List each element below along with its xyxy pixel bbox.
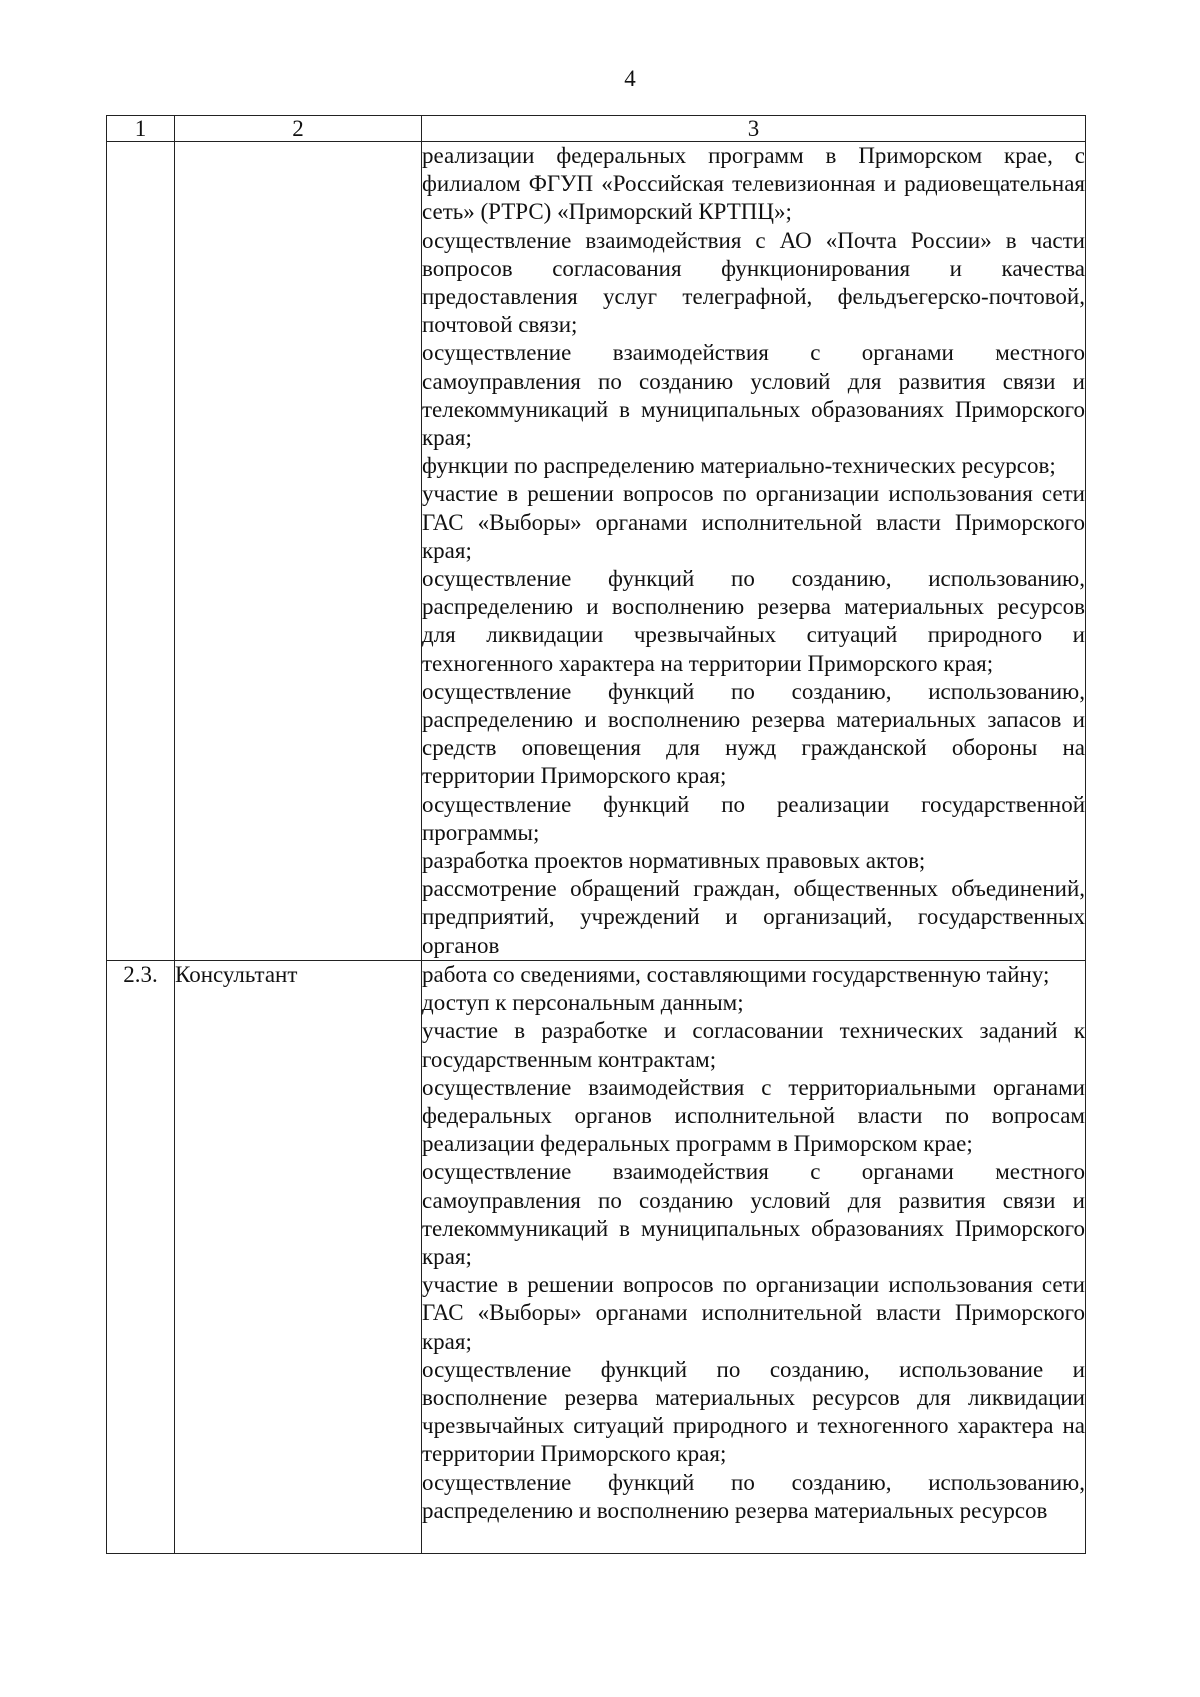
row-duties xyxy=(422,960,1086,1553)
row-position xyxy=(175,142,422,961)
duty-item: осуществление взаимодействия с территориальными органами федеральных органов исполнительной власти по вопросам реализации федеральных программ в Приморском крае; xyxy=(422,1074,1085,1157)
duties-table xyxy=(106,115,1086,1554)
duty-item: доступ к персональным данным; xyxy=(422,990,744,1016)
table-header-row xyxy=(107,116,1086,142)
duty-item: работа со сведениями, составляющими государственную тайну; xyxy=(422,961,1050,987)
duty-item: осуществление функций по реализации государственной программы; xyxy=(422,791,1085,845)
duty-item: участие в разработке и согласовании технических заданий к государственным контрактам; xyxy=(422,1018,1085,1072)
page-number: 4 xyxy=(624,66,636,91)
duty-item: осуществление функций по созданию, использованию, распределению и восполнению резерва материальных ресурсов для ликвидации чрезвычайных ситуаций природного и техногенного характера на территории Приморского края; xyxy=(422,566,1085,676)
header-col-3: 3 xyxy=(422,116,1086,142)
duty-item: рассмотрение обращений граждан, общественных объединений, предприятий, учреждений и организаций, государственных органов xyxy=(422,876,1085,958)
row-number: 2.3. xyxy=(107,960,175,1553)
row-duties xyxy=(422,142,1086,961)
duty-item: осуществление функций по созданию, использованию, распределению и восполнению резерва материальных ресурсов xyxy=(422,1469,1085,1523)
duty-item: участие в решении вопросов по организации использования сети ГАС «Выборы» органами исполнительной власти Приморского края; xyxy=(422,1272,1085,1354)
row-position: Консультант xyxy=(175,960,422,1553)
duty-item: участие в решении вопросов по организации использования сети ГАС «Выборы» органами исполнительной власти Приморского края; xyxy=(422,481,1085,563)
duty-item: разработка проектов нормативных правовых актов; xyxy=(422,848,926,874)
duty-item: осуществление взаимодействия с органами местного самоуправления по созданию условий для развития связи и телекоммуникаций в муниципальных образованиях Приморского края; xyxy=(422,1159,1085,1269)
header-col-2: 2 xyxy=(175,116,422,142)
duty-item: осуществление взаимодействия с АО «Почта России» в части вопросов согласования функционирования и качества предоставления услуг телеграфной, фельдъегерско-почтовой, почтовой связи; xyxy=(422,227,1085,338)
duty-item: осуществление функций по созданию, использование и восполнение резерва материальных ресурсов для ликвидации чрезвычайных ситуаций природного и техногенного характера на территории Приморского края; xyxy=(422,1356,1085,1467)
header-col-1: 1 xyxy=(107,116,175,142)
table-row xyxy=(107,142,1086,961)
duty-item: реализации федеральных программ в Приморском крае, с филиалом ФГУП «Российская телевизионная и радиовещательная сеть» (РТРС) «Приморский КРТПЦ»; xyxy=(422,143,1085,225)
row-number xyxy=(107,142,175,961)
duty-item: функции по распределению материально-технических ресурсов; xyxy=(422,453,1056,479)
duty-item: осуществление взаимодействия с органами местного самоуправления по созданию условий для развития связи и телекоммуникаций в муниципальных образованиях Приморского края; xyxy=(422,340,1085,451)
table-row xyxy=(107,960,1086,1553)
duty-item: осуществление функций по созданию, использованию, распределению и восполнению резерва материальных запасов и средств оповещения для нужд гражданской обороны на территории Приморского края; xyxy=(422,678,1085,789)
